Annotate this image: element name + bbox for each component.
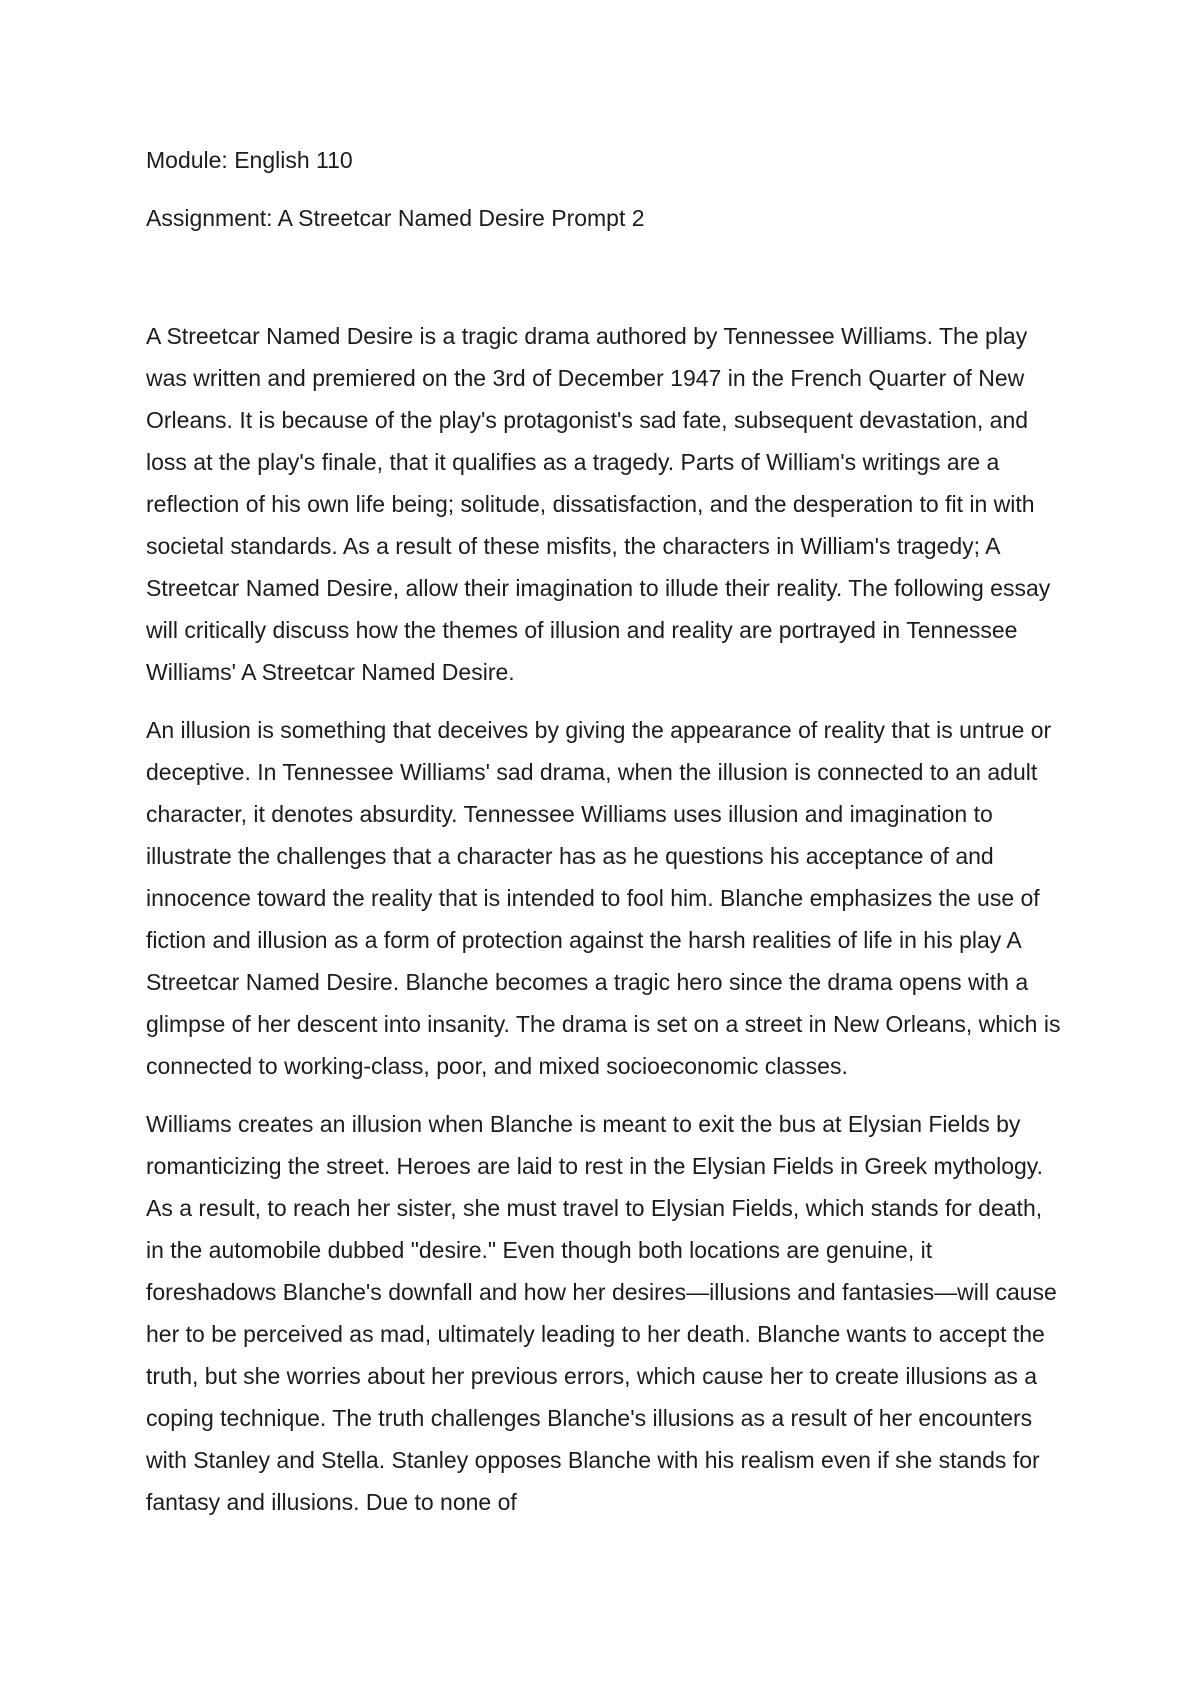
module-line: Module: English 110 <box>146 147 353 173</box>
essay-paragraph-3: Williams creates an illusion when Blanche is meant to exit the bus at Elysian Fields by romanticizing the street. Heroes are laid to rest in the Elysian Fields in Greek mythology. As a result, to reach her sister, she must travel to Elysian Fields, which stands for death, in the automobile dubbed "desire." Even though both locations are genuine, it foreshadows Blanche's downfall and how her desires—illusions and fantasies—will cause her to be perceived as mad, ultimately leading to her death. Blanche wants to accept the truth, but she worries about her previous errors, which cause her to create illusions as a coping technique. The truth challenges Blanche's illusions as a result of her encounters with Stanley and Stella. Stanley opposes Blanche with his realism even if she stands for fantasy and illusions. Due to none of <box>146 1111 1057 1515</box>
assignment-line: Assignment: A Streetcar Named Desire Prompt 2 <box>146 205 645 231</box>
essay-paragraph-1: A Streetcar Named Desire is a tragic drama authored by Tennessee Williams. The play was written and premiered on the 3rd of December 1947 in the French Quarter of New Orleans. It is because of the play's protagonist's sad fate, subsequent devastation, and loss at the play's finale, that it qualifies as a tragedy. Parts of William's writings are a reflection of his own life being; solitude, dissatisfaction, and the desperation to fit in with societal standards. As a result of these misfits, the characters in William's tragedy; A Streetcar Named Desire, allow their imagination to illude their reality. The following essay will critically discuss how the themes of illusion and reality are portrayed in Tennessee Williams' A Streetcar Named Desire. <box>146 323 1051 685</box>
essay-paragraph-2: An illusion is something that deceives by giving the appearance of reality that is untrue or deceptive. In Tennessee Williams' sad drama, when the illusion is connected to an adult character, it denotes absurdity. Tennessee Williams uses illusion and imagination to illustrate the challenges that a character has as he questions his acceptance of and innocence toward the reality that is intended to fool him. Blanche emphasizes the use of fiction and illusion as a form of protection against the harsh realities of life in his play A Streetcar Named Desire. Blanche becomes a tragic hero since the drama opens with a glimpse of her descent into insanity. The drama is set on a street in New Orleans, which is connected to working-class, poor, and mixed socioeconomic classes. <box>146 717 1061 1079</box>
essay-body <box>146 315 1066 1523</box>
document-content <box>146 142 1066 1539</box>
